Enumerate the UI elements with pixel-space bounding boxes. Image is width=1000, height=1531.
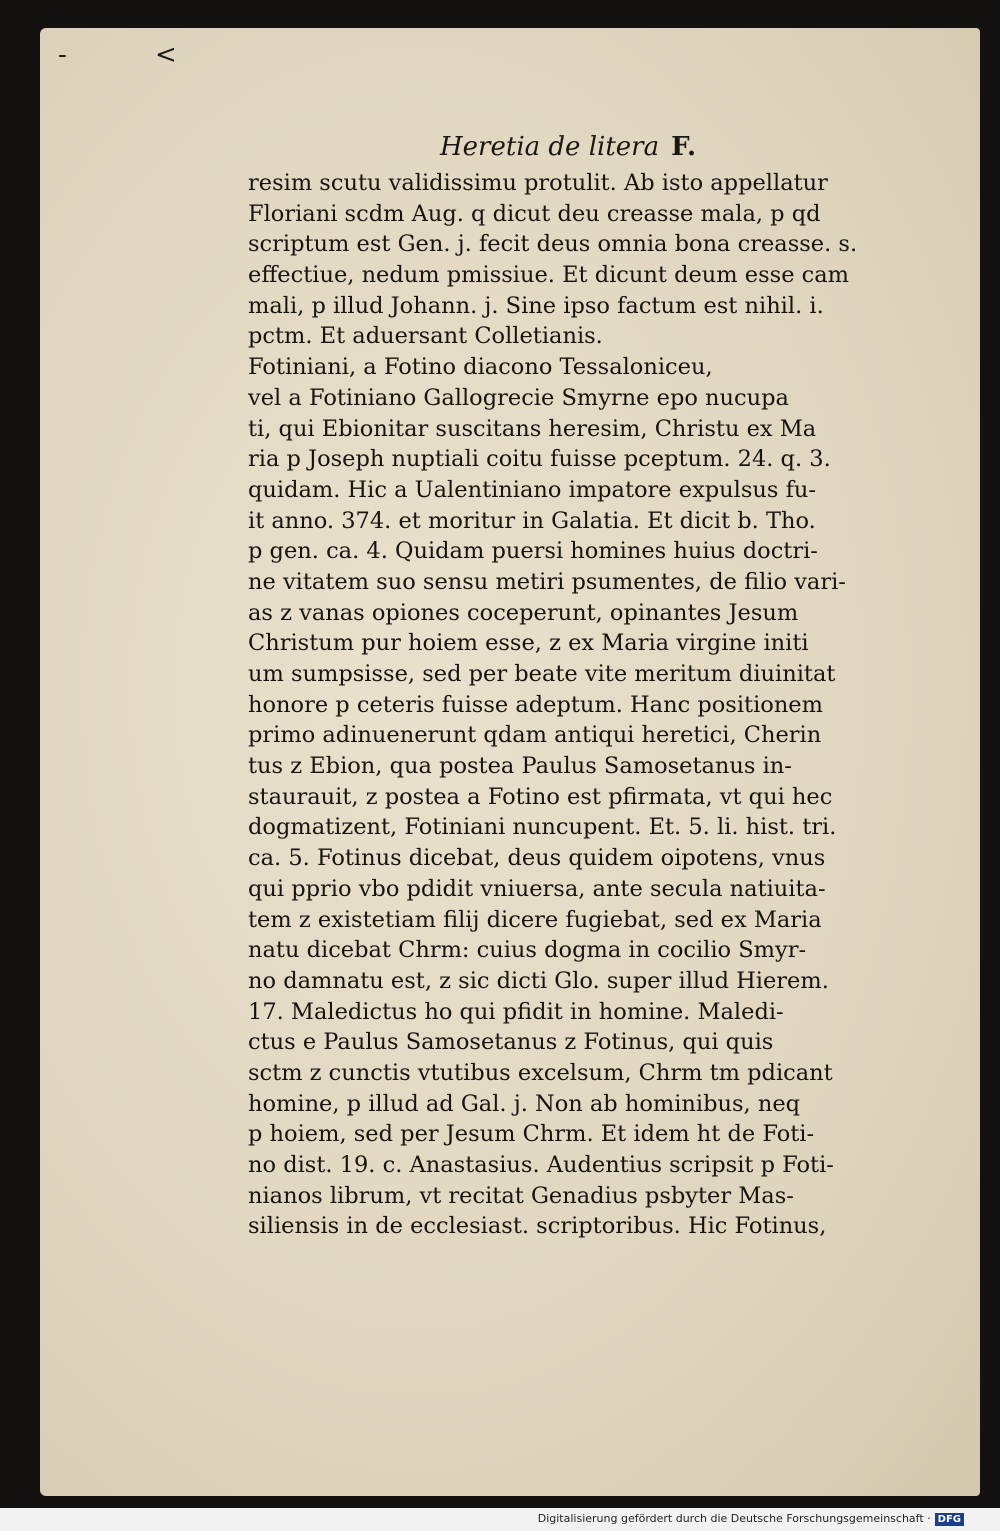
text-line: ca. 5. Fotinus dicebat, deus quidem oipotens, vnus — [248, 845, 826, 872]
text-line: ti, qui Ebionitar suscitans heresim, Christu ex Ma — [248, 415, 817, 442]
page-body-text — [248, 168, 928, 1242]
text-line: Christum pur hoiem esse, z ex Maria virgine initi — [248, 630, 809, 657]
text-line: Floriani scdm Aug. q dicut deu creasse mala, p qd — [248, 200, 821, 227]
running-head — [440, 132, 696, 162]
text-line: dogmatizent, Fotiniani nuncupent. Et. 5. li. hist. tri. — [248, 814, 837, 841]
text-line: p hoiem, sed per Jesum Chrm. Et idem ht de Foti- — [248, 1121, 815, 1148]
text-line: siliensis in de ecclesiast. scriptoribus. Hic Fotinus, — [248, 1213, 827, 1240]
text-line: staurauit, z postea a Fotino est pfirmata, vt qui hec — [248, 783, 833, 810]
text-line: it anno. 374. et moritur in Galatia. Et dicit b. Tho. — [248, 507, 816, 534]
text-line: pctm. Et aduersant Colletianis. — [248, 323, 603, 350]
text-line: honore p ceteris fuisse adeptum. Hanc positionem — [248, 691, 823, 718]
text-line: resim scutu validissimu protulit. Ab isto appellatur — [248, 170, 828, 196]
text-line: tem z existetiam filij dicere fugiebat, sed ex Maria — [248, 906, 822, 933]
text-line: no dist. 19. c. Anastasius. Audentius scripsit p Foti- — [248, 1152, 834, 1178]
text-line: as z vanas opiones coceperunt, opinantes Jesum — [248, 599, 799, 626]
digitization-credit — [538, 1512, 964, 1526]
text-line: p gen. ca. 4. Quidam puersi homines huius doctri- — [248, 538, 818, 565]
text-line: natu dicebat Chrm: cuius dogma in cocilio Smyr- — [248, 937, 807, 964]
text-line: ne vitatem suo sensu metiri psumentes, de filio vari- — [248, 568, 846, 595]
text-line: qui pprio vbo pdidit vniuersa, ante secula natiuita- — [248, 875, 826, 902]
running-head-title: Heretia de litera — [440, 132, 660, 162]
credit-text: Digitalisierung gefördert durch die Deutsche Forschungsgemeinschaft · — [537, 1512, 931, 1525]
signature-mark: F. — [671, 132, 697, 162]
text-line: primo adinuenerunt qdam antiqui heretici, Cherin — [248, 722, 822, 749]
text-line: um sumpsisse, sed per beate vite meritum diuinitat — [248, 661, 836, 687]
text-line: ria p Joseph nuptiali coitu fuisse pceptum. 24. q. 3. — [248, 446, 831, 473]
text-line: nianos librum, vt recitat Genadius psbyter Mas- — [248, 1182, 794, 1209]
text-line: scriptum est Gen. j. fecit deus omnia bona creasse. s. — [248, 231, 858, 258]
text-line: quidam. Hic a Ualentiniano impatore expulsus fu- — [248, 476, 817, 503]
text-line: Fotiniani, a Fotino diacono Tessaloniceu, — [248, 354, 713, 381]
text-line: ctus e Paulus Samosetanus z Fotinus, qui quis — [248, 1029, 774, 1056]
text-line: sctm z cunctis vtutibus excelsum, Chrm tm pdicant — [248, 1059, 833, 1086]
text-line: mali, p illud Johann. j. Sine ipso factum est nihil. i. — [248, 292, 824, 319]
text-line: tus z Ebion, qua postea Paulus Samosetanus in- — [248, 753, 792, 780]
page-edge-marks: - < — [58, 40, 217, 70]
text-line: no damnatu est, z sic dicti Glo. super illud Hierem. — [248, 967, 829, 994]
text-line: homine, p illud ad Gal. j. Non ab hominibus, neq — [248, 1090, 801, 1117]
dfg-logo: DFG — [935, 1513, 964, 1526]
text-line: vel a Fotiniano Gallogrecie Smyrne epo nucupa — [248, 384, 789, 411]
text-line: effectiue, nedum pmissiue. Et dicunt deum esse cam — [248, 262, 850, 289]
text-line: 17. Maledictus ho qui pfidit in homine. Maledi- — [248, 998, 784, 1025]
